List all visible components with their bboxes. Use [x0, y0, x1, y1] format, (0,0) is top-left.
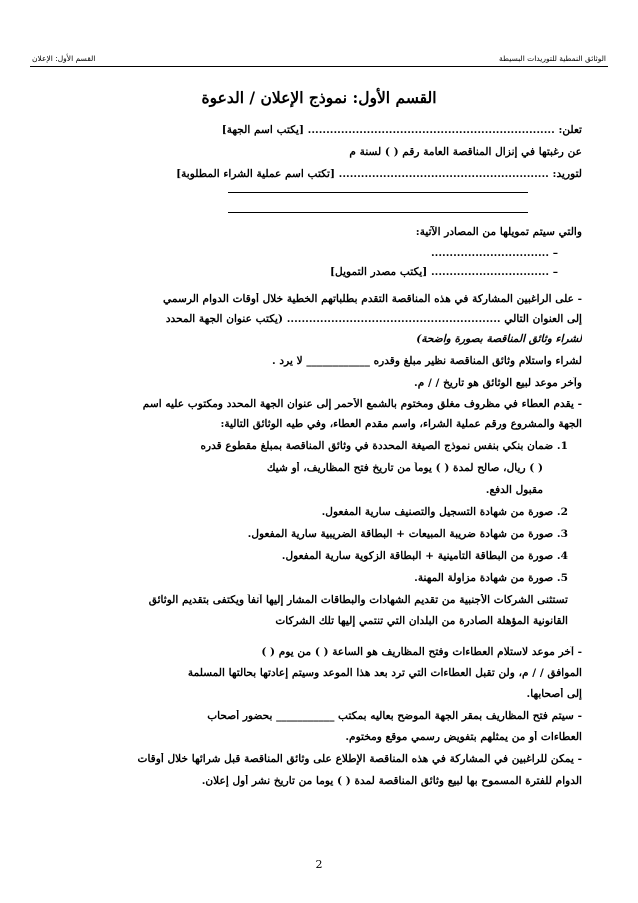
page-title: القسم الأول: نموذج الإعلان / الدعوة [201, 88, 437, 107]
line-purchase-fee: لشراء واستلام وثائق المناقصة نظير مبلغ وقدره ____________ لا يرد . [272, 355, 582, 367]
line-address-note: لشراء وثائق المناقصة بصورة واضحة) [416, 333, 582, 345]
line-address: إلى العنوان التالي .......................................................... (يكتب عنوان الجهة المحدد [165, 313, 582, 325]
line-preview-cont: الدوام للفترة المسموح بها لبيع وثائق المناقصة لمدة ( ) يوما من تاريخ نشر أول إعلان. [201, 775, 582, 787]
page-number: 2 [315, 858, 323, 871]
blank-underline-2 [228, 212, 528, 213]
line-deadline: - آخر موعد لاستلام العطاءات وفتح المظاريف هو الساعة ( ) من يوم ( ) [261, 646, 582, 658]
line-deadline-date: الموافق / / م، ولن تقبل العطاءات التي ترد بعد هذا الموعد وسيتم إعادتها بحالتها المسلمة [187, 667, 582, 679]
line-bidders-apply: - على الراغبين المشاركة في هذه المناقصة التقدم بطلباتهم الخطية خلال أوقات الدوام الرسمي [163, 293, 582, 305]
line-envelope-contents: الجهة والمشروع ورقم عملية الشراء، واسم مقدم العطاء، وفي طيه الوثائق التالية: [220, 418, 582, 430]
line-foreign-exemption: تستثنى الشركات الأجنبية من تقديم الشهادات والبطاقات المشار إليها آنفاً ويكتفى بتقديم الوثائق [148, 594, 568, 606]
line-funding-intro: والتي سيتم تمويلها من المصادر الآتية: [415, 226, 582, 238]
line-funding-item-2: – ................................ [يكتب مصدر التمويل] [330, 266, 558, 278]
header-document-label: الوثائق النمطية للتوريدات البسيطة [499, 54, 606, 63]
line-doc-1: 1. ضمان بنكي بنفس نموذج الصيغة المحددة في وثائق المناقصة بمبلغ مقطوع قدره [200, 440, 568, 452]
blank-underline-1 [228, 192, 528, 193]
line-doc-4: 4. صورة من البطاقة التأمينية + البطاقة الزكوية سارية المفعول. [281, 550, 568, 562]
line-doc-3: 3. صورة من شهادة ضريبة المبيعات + البطاقة الضريبية سارية المفعول. [247, 528, 568, 540]
line-last-sale-date: وآخر موعد لبيع الوثائق هو تاريخ / / م. [414, 377, 582, 389]
line-opening-cont: العطاءات أو من يمثلهم بتفويض رسمي موقع ومختوم. [345, 731, 582, 743]
line-doc-5: 5. صورة من شهادة مزاولة المهنة. [414, 572, 568, 584]
header-divider [30, 66, 608, 67]
line-opening: - سيتم فتح المظاريف بمقر الجهة الموضح بعاليه بمكتب ___________ بحضور أصحاب [207, 710, 582, 722]
line-tender-number: عن رغبتها في إنزال المناقصة العامة رقم ( ) لسنة م [349, 146, 582, 158]
line-doc-1-cont: ( ) ريال، صالح لمدة ( ) يوماً من تاريخ فتح المظاريف، أو شيك [266, 462, 543, 474]
line-funding-item-1: – ................................ [430, 247, 558, 259]
line-return-to-owners: إلى أصحابها. [526, 688, 582, 700]
line-foreign-exemption-cont: القانونية المؤهلة الصادرة من البلدان التي تنتمي إليها تلك الشركات [275, 615, 568, 627]
line-doc-1-end: مقبول الدفع. [485, 484, 543, 496]
line-announcer: تعلن: ................................................................... [يكتب اسم الجهة] [221, 124, 582, 136]
line-supply: لتوريد: ......................................................... [تكتب اسم عملية الشراء المطلوبة] [176, 168, 582, 180]
header-section-label: القسم الأول: الإعلان [32, 54, 96, 63]
line-envelope: - يقدم العطاء في مظروف مغلق ومختوم بالشمع الأحمر إلى عنوان الجهة المحدد ومكتوب عليه اسم [142, 398, 582, 410]
line-doc-2: 2. صورة من شهادة التسجيل والتصنيف سارية المفعول. [321, 506, 568, 518]
line-preview: - يمكن للراغبين في المشاركة في هذه المناقصة الإطلاع على وثائق المناقصة قبل شرائها خلال أوقات [137, 753, 582, 765]
